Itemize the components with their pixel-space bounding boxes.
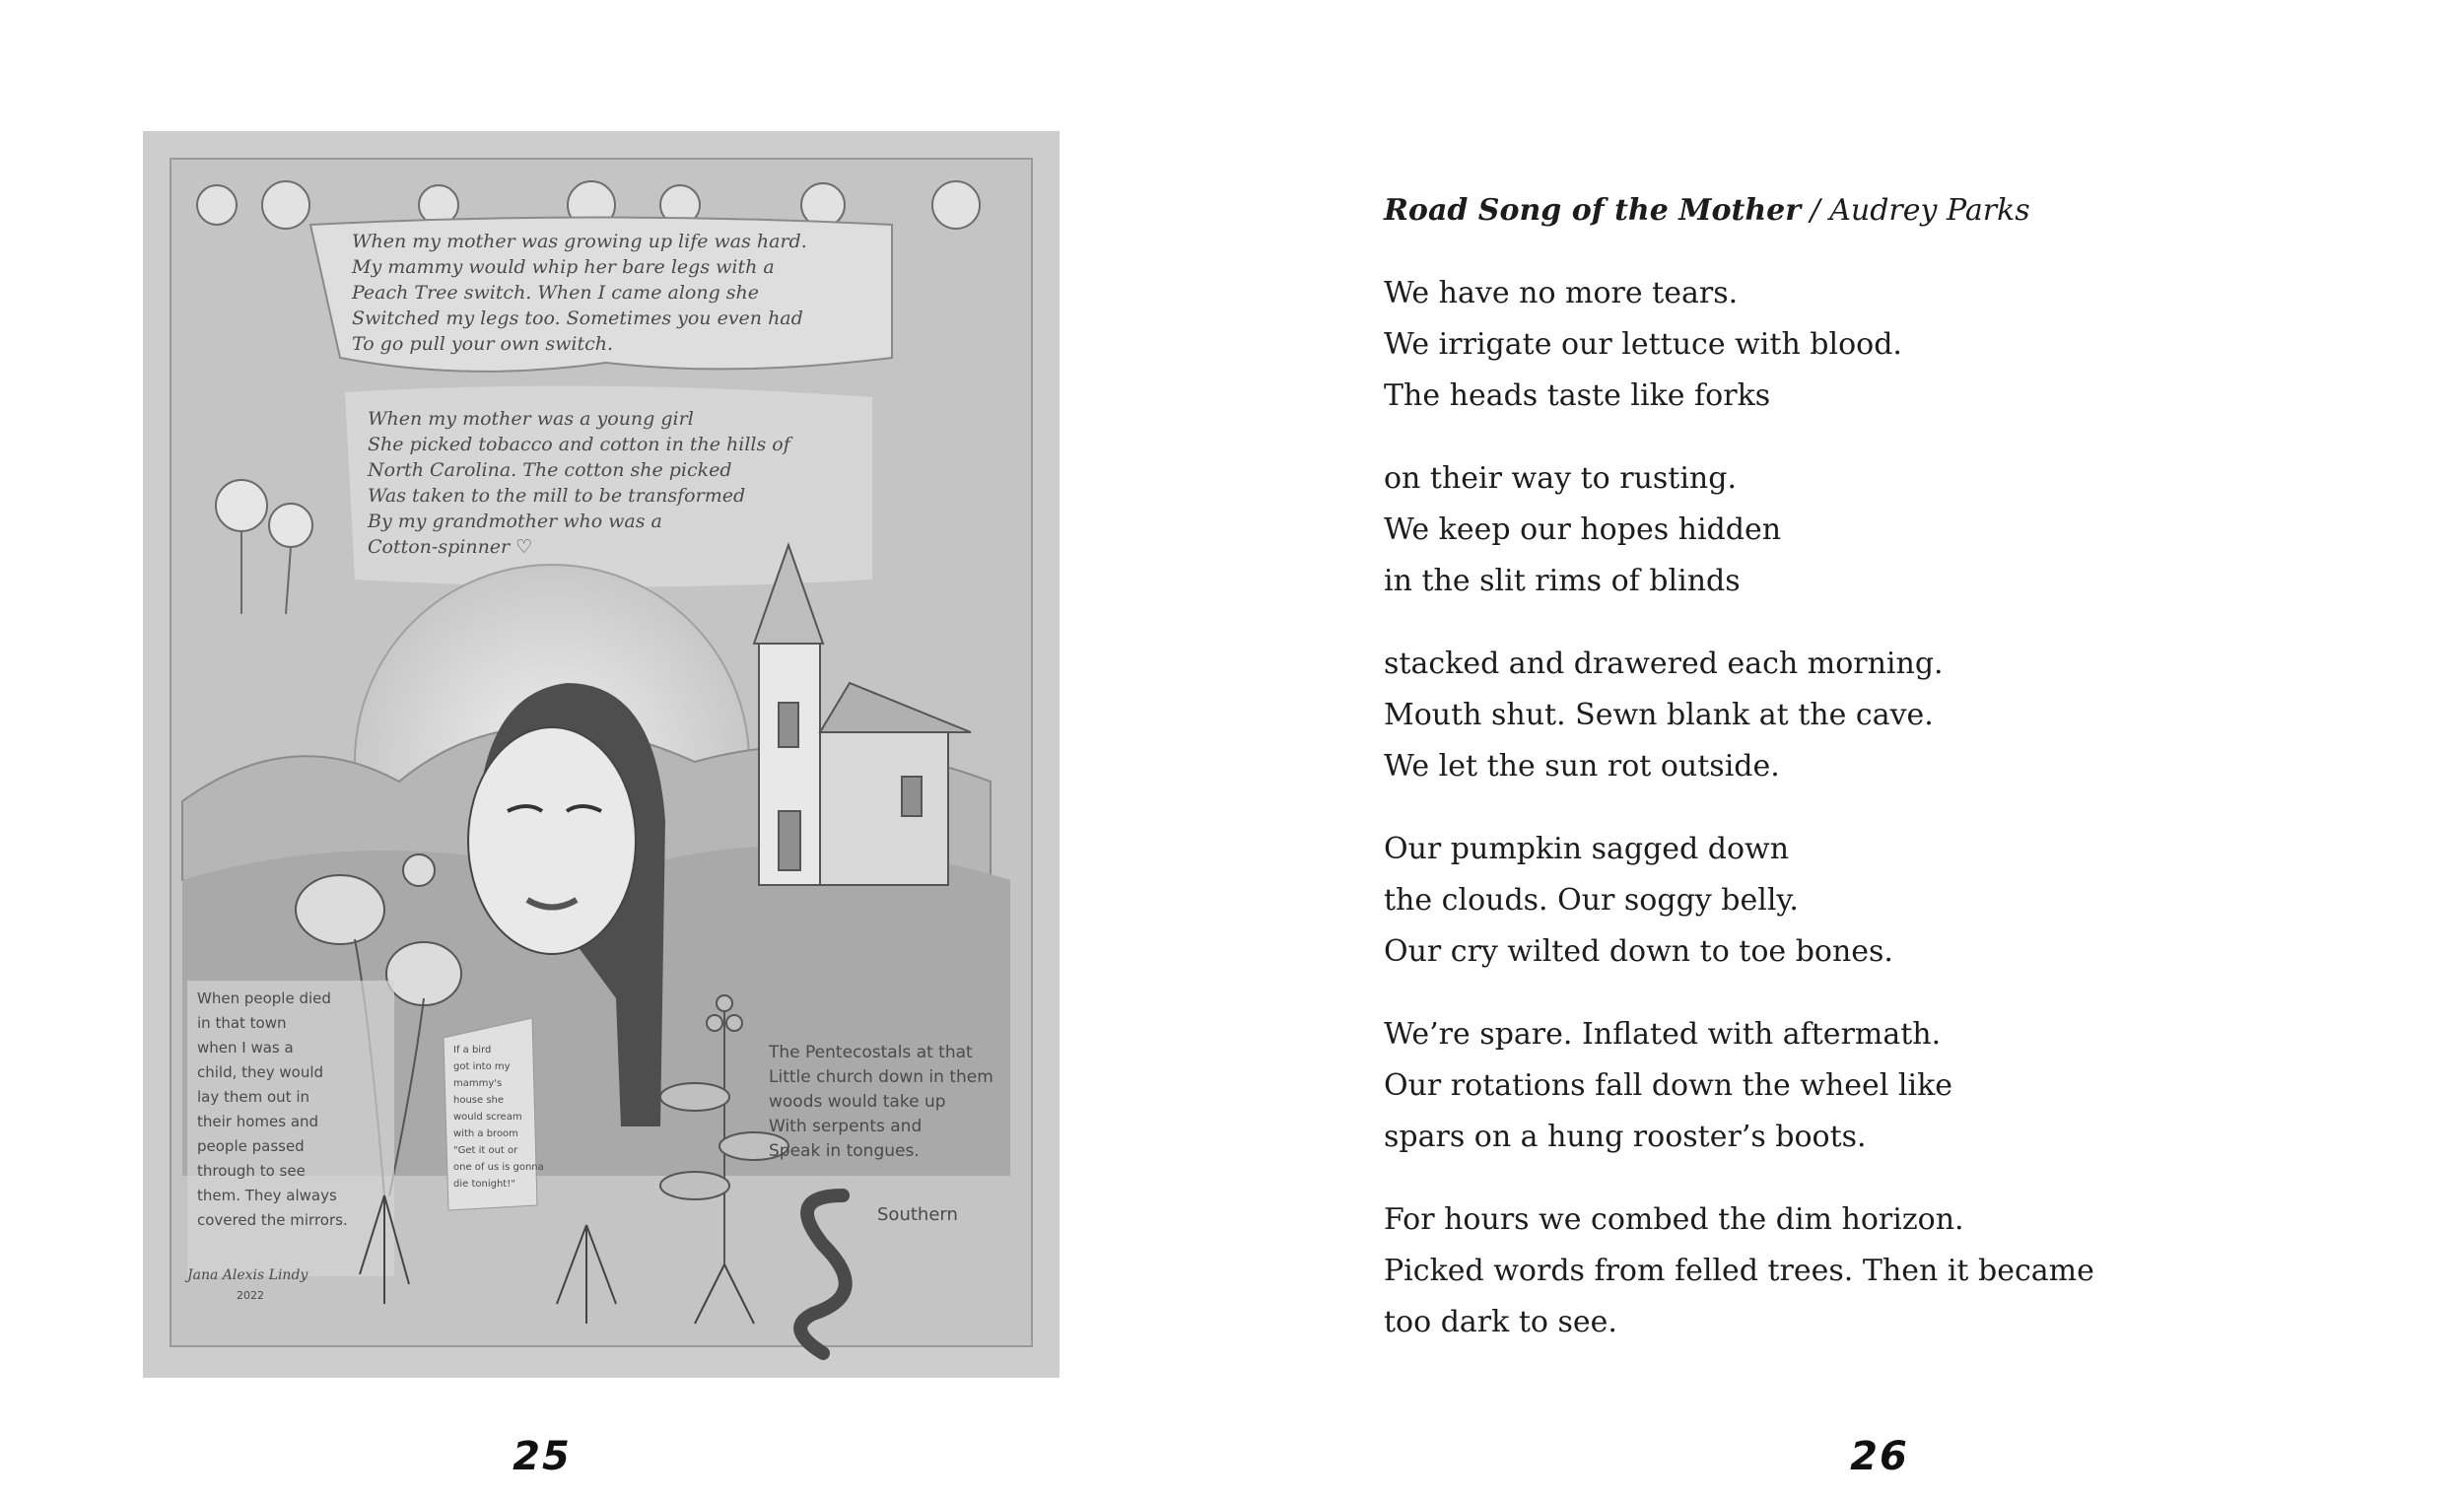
- poem-line: Our rotations fall down the wheel like: [1384, 1068, 1953, 1103]
- svg-text:house she: house she: [453, 1095, 505, 1106]
- stanza: [1384, 1194, 2172, 1348]
- svg-text:Cotton-spinner ♡: Cotton-spinner ♡: [368, 536, 533, 558]
- svg-text:in that town: in that town: [197, 1014, 287, 1032]
- svg-text:When my mother was a young gir: When my mother was a young girl: [368, 408, 694, 430]
- poem-line: The heads taste like forks: [1384, 378, 1771, 413]
- poem-line: Our pumpkin sagged down: [1384, 832, 1790, 866]
- stanza: [1384, 268, 2172, 422]
- pencil-drawing-artwork: [143, 131, 1060, 1378]
- svg-text:Speak in tongues.: Speak in tongues.: [769, 1141, 920, 1161]
- svg-text:covered the mirrors.: covered the mirrors.: [197, 1211, 348, 1229]
- poem-body: [1384, 268, 2172, 1380]
- svg-text:If a bird: If a bird: [453, 1045, 492, 1056]
- poem-line: We have no more tears.: [1384, 276, 1739, 310]
- svg-text:She picked tobacco and cotton: She picked tobacco and cotton in the hills of: [368, 434, 790, 455]
- svg-text:Switched my legs too. Sometime: Switched my legs too. Sometimes you even had: [352, 307, 803, 329]
- poem-line: spars on a hung rooster’s boots.: [1384, 1120, 1867, 1154]
- svg-text:them. They always: them. They always: [197, 1187, 337, 1204]
- page-number-right: 26: [1850, 1434, 1909, 1479]
- poem-line: too dark to see.: [1384, 1305, 1617, 1339]
- svg-text:people passed: people passed: [197, 1137, 305, 1155]
- svg-text:When people died: When people died: [197, 989, 331, 1007]
- svg-text:when I was a: when I was a: [197, 1039, 294, 1057]
- svg-text:My mammy would whip her bare l: My mammy would whip her bare legs with a: [352, 256, 775, 278]
- svg-text:mammy's: mammy's: [453, 1078, 503, 1089]
- artist-signature: Jana Alexis Lindy: [187, 1267, 308, 1283]
- snake-label: Southern: [877, 1204, 958, 1225]
- svg-text:their homes and: their homes and: [197, 1113, 319, 1130]
- poem-line: We’re spare. Inflated with aftermath.: [1384, 1017, 1942, 1052]
- svg-text:with a broom: with a broom: [453, 1128, 518, 1139]
- poem-line: For hours we combed the dim horizon.: [1384, 1202, 1964, 1237]
- svg-text:through to see: through to see: [197, 1162, 306, 1180]
- svg-text:would scream: would scream: [453, 1112, 522, 1123]
- stanza: [1384, 639, 2172, 792]
- poem-separator: /: [1801, 193, 1830, 228]
- poem-line: We irrigate our lettuce with blood.: [1384, 327, 1902, 362]
- svg-text:The Pentecostals at that: The Pentecostals at that: [769, 1043, 973, 1062]
- poem-line: Our cry wilted down to toe bones.: [1384, 934, 1893, 969]
- svg-text:To go pull your own switch.: To go pull your own switch.: [352, 333, 614, 355]
- svg-text:die tonight!": die tonight!": [453, 1179, 515, 1190]
- signature-year: 2022: [237, 1289, 264, 1302]
- svg-text:"Get it out or: "Get it out or: [453, 1145, 518, 1156]
- svg-text:When my mother was growing up: When my mother was growing up life was hard.: [352, 231, 807, 252]
- stanza: [1384, 453, 2172, 607]
- poem-header: [1384, 193, 2030, 228]
- page-number-left: 25: [513, 1434, 572, 1479]
- poem-line: stacked and drawered each morning.: [1384, 647, 1944, 681]
- svg-text:Little church down in them: Little church down in them: [769, 1067, 993, 1087]
- poem-line: Picked words from felled trees. Then it became: [1384, 1254, 2094, 1288]
- svg-text:By my grandmother who was a: By my grandmother who was a: [368, 511, 662, 532]
- poem-author: Audrey Parks: [1829, 193, 2030, 228]
- poem-line: in the slit rims of blinds: [1384, 564, 1741, 598]
- svg-text:With serpents and: With serpents and: [769, 1117, 923, 1136]
- svg-text:Was taken to the mill to be tr: Was taken to the mill to be transformed: [368, 485, 746, 507]
- svg-text:got into my: got into my: [453, 1061, 511, 1072]
- svg-text:Peach Tree switch. When I came: Peach Tree switch. When I came along she: [352, 282, 759, 304]
- poem-title: Road Song of the Mother: [1384, 193, 1802, 228]
- poem-line: on their way to rusting.: [1384, 461, 1737, 496]
- stanza: [1384, 824, 2172, 978]
- poem-line: We keep our hopes hidden: [1384, 512, 1782, 547]
- svg-text:lay them out in: lay them out in: [197, 1088, 310, 1106]
- svg-text:one of us is gonna: one of us is gonna: [453, 1162, 544, 1173]
- stanza: [1384, 1009, 2172, 1163]
- svg-text:child, they would: child, they would: [197, 1063, 324, 1081]
- svg-text:woods would take up: woods would take up: [769, 1092, 946, 1112]
- poem-line: Mouth shut. Sewn blank at the cave.: [1384, 698, 1934, 732]
- svg-text:North Carolina. The cotton she: North Carolina. The cotton she picked: [368, 459, 732, 481]
- poem-line: We let the sun rot outside.: [1384, 749, 1780, 784]
- poem-line: the clouds. Our soggy belly.: [1384, 883, 1799, 918]
- artwork-drawing: [143, 131, 1060, 1378]
